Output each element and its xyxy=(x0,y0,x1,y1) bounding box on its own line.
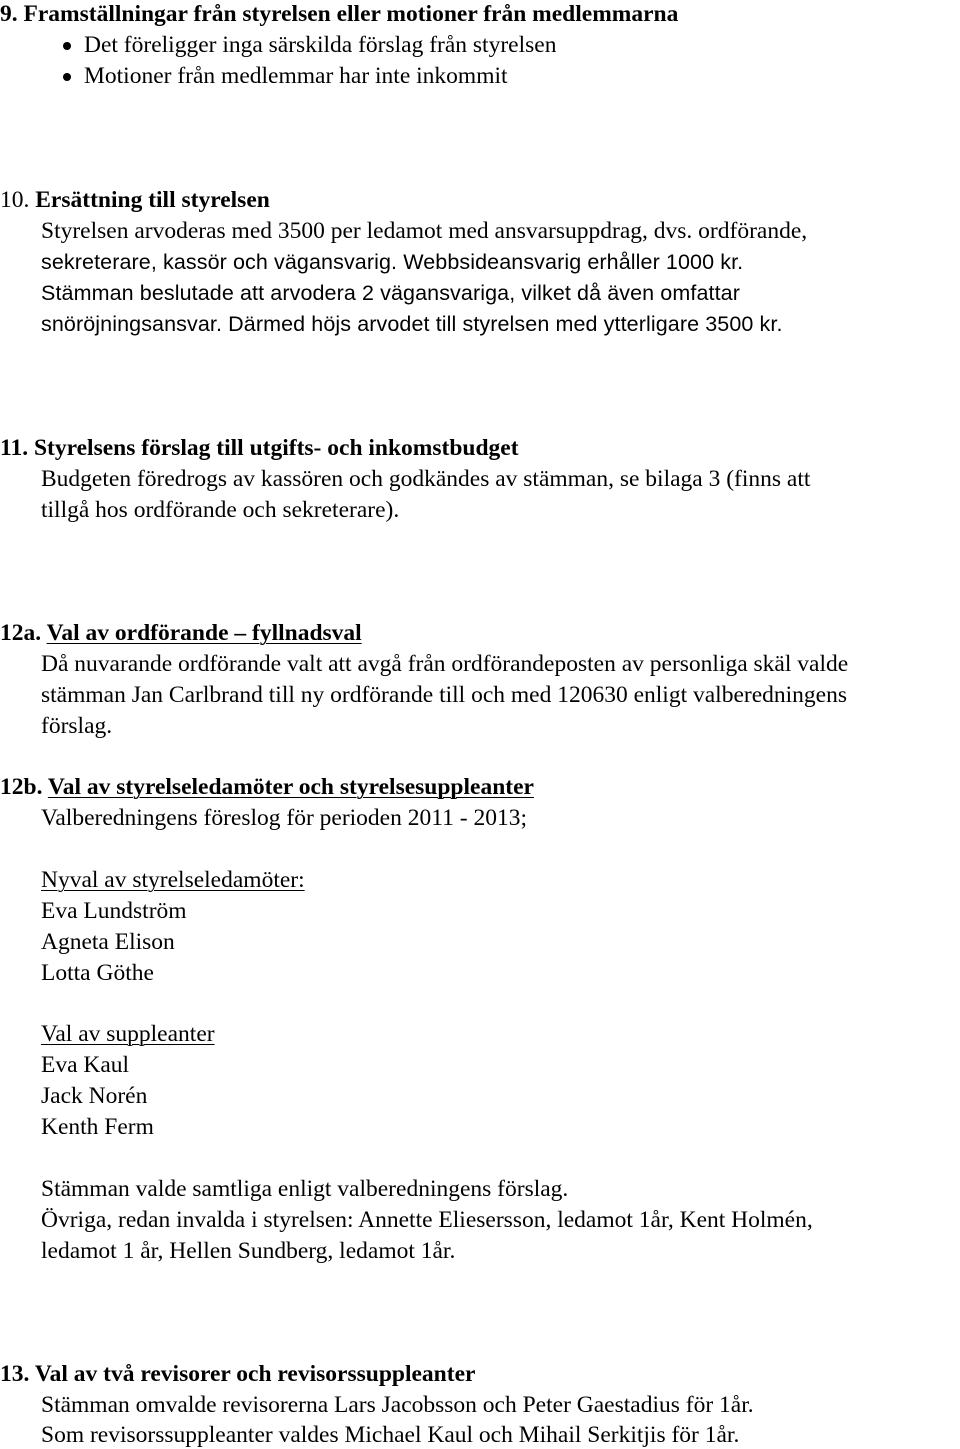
paragraph-line: Valberedningens föreslog för perioden 2011 - 2013; xyxy=(41,805,527,831)
paragraph-line: Stämman beslutade att arvodera 2 vägansvariga, vilket då även omfattar xyxy=(41,281,740,305)
section-number: 11. xyxy=(0,435,29,461)
section-number: 13. xyxy=(0,1361,30,1387)
list-item: Lotta Göthe xyxy=(41,960,154,986)
suppleanter-label: Val av suppleanter xyxy=(41,1021,215,1047)
list-item: Eva Lundström xyxy=(41,898,187,924)
section-10-heading xyxy=(0,186,270,214)
bullet-icon xyxy=(63,42,71,50)
section-number: 10. xyxy=(0,187,30,213)
paragraph-line: Stämman valde samtliga enligt valberedningens förslag. xyxy=(41,1176,569,1202)
list-item xyxy=(84,62,508,90)
list-item: Kenth Ferm xyxy=(41,1114,154,1140)
section-title: Val av ordförande – fyllnadsval xyxy=(46,620,362,646)
section-12b-heading xyxy=(0,773,534,801)
section-11-heading xyxy=(0,434,519,462)
section-number: 12a. xyxy=(0,620,42,646)
paragraph-line: sekreterare, kassör och vägansvarig. Webbsideansvarig erhåller 1000 kr. xyxy=(41,250,744,274)
paragraph-line: tillgå hos ordförande och sekreterare). xyxy=(41,497,400,523)
nyval-label: Nyval av styrelseledamöter: xyxy=(41,867,305,893)
paragraph-line: förslag. xyxy=(41,713,113,739)
bullet-icon xyxy=(63,73,71,81)
paragraph-line: snöröjningsansvar. Därmed höjs arvodet till styrelsen med ytterligare 3500 kr. xyxy=(41,312,783,336)
paragraph-line: Stämman omvalde revisorerna Lars Jacobsson och Peter Gaestadius för 1år. xyxy=(41,1392,754,1418)
section-12a-heading xyxy=(0,619,362,647)
section-title: Ersättning till styrelsen xyxy=(35,187,270,213)
bullet-text: Det föreligger inga särskilda förslag från styrelsen xyxy=(84,32,557,58)
paragraph-line: Budgeten föredrogs av kassören och godkändes av stämman, se bilaga 3 (finns att xyxy=(41,466,811,492)
paragraph-line: stämman Jan Carlbrand till ny ordförande till och med 120630 enligt valberedningens xyxy=(41,682,847,708)
paragraph-line: ledamot 1 år, Hellen Sundberg, ledamot 1år. xyxy=(41,1238,456,1264)
section-title: Styrelsens förslag till utgifts- och inkomstbudget xyxy=(33,435,519,461)
section-number: 12b. xyxy=(0,774,43,800)
paragraph-line: Övriga, redan invalda i styrelsen: Annette Eliesersson, ledamot 1år, Kent Holmén, xyxy=(41,1207,813,1233)
section-9-heading: 9. Framställningar från styrelsen eller motioner från medlemmarna xyxy=(0,1,679,27)
paragraph-line: Styrelsen arvoderas med 3500 per ledamot med ansvarsuppdrag, dvs. ordförande, xyxy=(41,218,808,244)
list-item xyxy=(84,31,556,59)
paragraph-line: Då nuvarande ordförande valt att avgå från ordförandeposten av personliga skäl valde xyxy=(41,651,849,677)
section-title: Val av två revisorer och revisorssuppleanter xyxy=(34,1361,476,1387)
list-item: Eva Kaul xyxy=(41,1052,130,1078)
section-title: Val av styrelseledamöter och styrelsesuppleanter xyxy=(47,774,534,800)
list-item: Jack Norén xyxy=(41,1083,148,1109)
bullet-text: Motioner från medlemmar har inte inkommit xyxy=(84,63,508,89)
paragraph-line: Som revisorssuppleanter valdes Michael Kaul och Mihail Serkitjis för 1år. xyxy=(41,1422,740,1448)
section-13-heading xyxy=(0,1360,475,1388)
list-item: Agneta Elison xyxy=(41,929,175,955)
